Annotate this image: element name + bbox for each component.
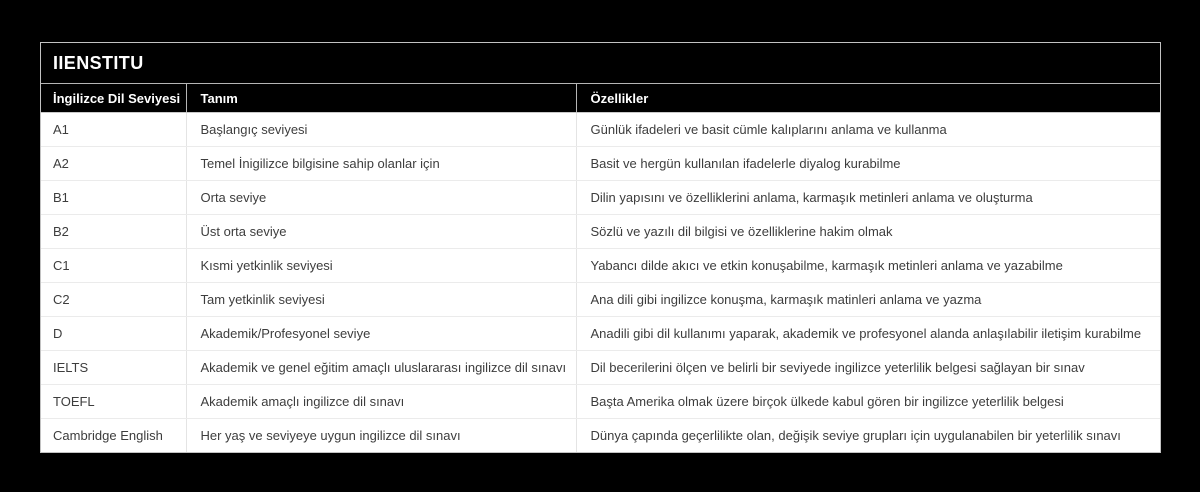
table-title-bar [41, 43, 1160, 84]
english-levels-table [41, 84, 1160, 452]
brand-title: IIENSTITU [53, 53, 144, 73]
column-header-ozellikler: Özellikler [576, 84, 1160, 113]
table-row [41, 385, 1160, 419]
level-cell: A2 [41, 147, 186, 181]
tanim-cell: Akademik ve genel eğitim amaçlı uluslararası ingilizce dil sınavı [186, 351, 576, 385]
ozellikler-cell: Dilin yapısını ve özelliklerini anlama, karmaşık metinleri anlama ve oluşturma [576, 181, 1160, 215]
ozellikler-cell: Başta Amerika olmak üzere birçok ülkede kabul gören bir ingilizce yeterlilik belgesi [576, 385, 1160, 419]
ozellikler-cell: Yabancı dilde akıcı ve etkin konuşabilme, karmaşık metinleri anlama ve yazabilme [576, 249, 1160, 283]
column-header-tanim: Tanım [186, 84, 576, 113]
level-cell: C2 [41, 283, 186, 317]
tanim-cell: Her yaş ve seviyeye uygun ingilizce dil sınavı [186, 419, 576, 453]
ozellikler-cell: Basit ve hergün kullanılan ifadelerle diyalog kurabilme [576, 147, 1160, 181]
ozellikler-cell: Anadili gibi dil kullanımı yaparak, akademik ve profesyonel alanda anlaşılabilir iletişim kurabilme [576, 317, 1160, 351]
level-cell: A1 [41, 113, 186, 147]
ozellikler-cell: Günlük ifadeleri ve basit cümle kalıplarını anlama ve kullanma [576, 113, 1160, 147]
tanim-cell: Akademik/Profesyonel seviye [186, 317, 576, 351]
level-cell: B1 [41, 181, 186, 215]
level-cell: Cambridge English [41, 419, 186, 453]
tanim-cell: Üst orta seviye [186, 215, 576, 249]
tanim-cell: Temel İnigilizce bilgisine sahip olanlar için [186, 147, 576, 181]
table-row [41, 147, 1160, 181]
header-row [41, 84, 1160, 113]
tanim-cell: Orta seviye [186, 181, 576, 215]
table-row [41, 113, 1160, 147]
column-header-level: İngilizce Dil Seviyesi [41, 84, 186, 113]
table-row [41, 215, 1160, 249]
ozellikler-cell: Dünya çapında geçerlilikte olan, değişik seviye grupları için uygulanabilen bir yeterlilik sınavı [576, 419, 1160, 453]
table-row [41, 249, 1160, 283]
level-cell: IELTS [41, 351, 186, 385]
table-row [41, 283, 1160, 317]
table-row [41, 351, 1160, 385]
language-levels-table-card [40, 42, 1161, 453]
ozellikler-cell: Dil becerilerini ölçen ve belirli bir seviyede ingilizce yeterlilik belgesi sağlayan bir sınav [576, 351, 1160, 385]
tanim-cell: Kısmi yetkinlik seviyesi [186, 249, 576, 283]
ozellikler-cell: Ana dili gibi ingilizce konuşma, karmaşık matinleri anlama ve yazma [576, 283, 1160, 317]
tanim-cell: Tam yetkinlik seviyesi [186, 283, 576, 317]
table-row [41, 317, 1160, 351]
ozellikler-cell: Sözlü ve yazılı dil bilgisi ve özelliklerine hakim olmak [576, 215, 1160, 249]
tanim-cell: Akademik amaçlı ingilizce dil sınavı [186, 385, 576, 419]
table-row [41, 419, 1160, 453]
level-cell: C1 [41, 249, 186, 283]
table-row [41, 181, 1160, 215]
level-cell: D [41, 317, 186, 351]
level-cell: TOEFL [41, 385, 186, 419]
tanim-cell: Başlangıç seviyesi [186, 113, 576, 147]
level-cell: B2 [41, 215, 186, 249]
